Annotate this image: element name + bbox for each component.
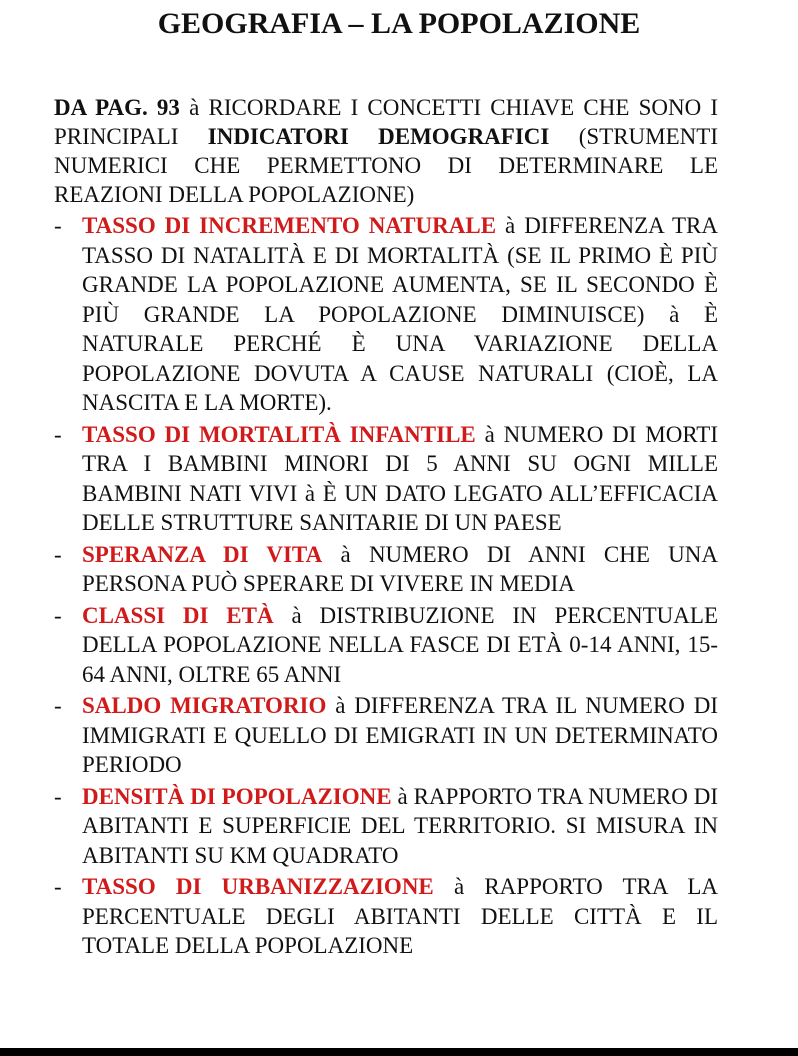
indicator-definition: DIFFERENZA TRA TASSO DI NATALITÀ E DI MORTALITÀ (SE IL PRIMO È PIÙ GRANDE LA POPOLAZIONE AUMENTA, SE IL SECONDO È PIÙ GRANDE LA POPOLAZIONE DIMINUISCE) bbox=[82, 213, 719, 327]
page-title: GEOGRAFIA – LA POPOLAZIONE bbox=[157, 7, 641, 40]
list-item bbox=[54, 420, 718, 538]
arrow-glyph: à bbox=[340, 541, 351, 567]
list-dash: - bbox=[54, 421, 62, 447]
list-dash: - bbox=[54, 541, 62, 567]
list-dash: - bbox=[54, 693, 62, 718]
arrow-glyph: à bbox=[453, 874, 465, 899]
indicator-term: TASSO DI URBANIZZAZIONE bbox=[82, 874, 434, 899]
list-item bbox=[54, 211, 718, 418]
intro-text-continued: (STRUMENTI NUMERICI CHE PERMETTONO DI DETERMINARE LE REAZIONI DELLA POPOLAZIONE) bbox=[54, 124, 718, 207]
arrow-glyph: à bbox=[335, 693, 346, 718]
intro-text: RICORDARE I CONCETTI CHIAVE CHE SONO I PRINCIPALI bbox=[54, 95, 719, 149]
list-dash: - bbox=[54, 213, 62, 238]
list-item bbox=[54, 601, 718, 690]
arrow-glyph: à bbox=[189, 95, 200, 120]
arrow-glyph: à bbox=[669, 301, 680, 327]
indicator-note: È NATURALE PERCHÉ È UNA VARIAZIONE DELLA POPOLAZIONE DOVUTA A CAUSE NATURALI (CIOÈ, LA NASCITA E LA MORTE). bbox=[82, 301, 719, 415]
list-item bbox=[54, 872, 718, 961]
list-item bbox=[54, 691, 718, 780]
intro-highlight: INDICATORI DEMOGRAFICI bbox=[207, 124, 550, 149]
arrow-glyph: à bbox=[291, 602, 302, 628]
indicator-term: SPERANZA DI VITA bbox=[82, 541, 323, 567]
bottom-bar bbox=[0, 1048, 798, 1056]
indicator-definition: RAPPORTO TRA LA PERCENTUALE DEGLI ABITANTI DELLE CITTÀ E IL TOTALE DELLA POPOLAZIONE bbox=[82, 874, 719, 958]
indicator-definition: DIFFERENZA TRA IL NUMERO DI IMMIGRATI E QUELLO DI EMIGRATI IN UN DETERMINATO PERIODO bbox=[82, 693, 718, 777]
indicator-definition: RAPPORTO TRA NUMERO DI ABITANTI E SUPERFICIE DEL TERRITORIO. SI MISURA IN ABITANTI SU KM QUADRATO bbox=[82, 783, 719, 868]
indicator-term: DENSITÀ DI POPOLAZIONE bbox=[82, 783, 392, 809]
list-dash: - bbox=[54, 783, 62, 809]
indicator-list bbox=[54, 211, 718, 961]
indicator-definition: NUMERO DI MORTI TRA I BAMBINI MINORI DI 5 ANNI SU OGNI MILLE BAMBINI NATI VIVI bbox=[82, 421, 719, 506]
intro-paragraph bbox=[54, 93, 718, 209]
list-item bbox=[54, 782, 718, 871]
arrow-glyph: à bbox=[484, 421, 495, 447]
intro-lead: DA PAG. 93 bbox=[54, 95, 180, 120]
indicator-definition: NUMERO DI ANNI CHE UNA PERSONA PUÒ SPERARE DI VIVERE IN MEDIA bbox=[82, 541, 718, 596]
indicator-definition: DISTRIBUZIONE IN PERCENTUALE DELLA POPOLAZIONE NELLA FASCE DI ETÀ 0-14 ANNI, 15-64 ANNI, OLTRE 65 ANNI bbox=[82, 602, 718, 687]
list-dash: - bbox=[54, 602, 62, 628]
list-dash: - bbox=[54, 874, 62, 899]
arrow-glyph: à bbox=[505, 213, 516, 238]
indicator-note: È UN DATO LEGATO ALL’EFFICACIA DELLE STRUTTURE SANITARIE DI UN PAESE bbox=[82, 480, 719, 535]
arrow-glyph: à bbox=[397, 783, 408, 809]
indicator-term: CLASSI DI ETÀ bbox=[82, 602, 274, 628]
arrow-glyph: à bbox=[304, 480, 316, 506]
indicator-term: TASSO DI MORTALITÀ INFANTILE bbox=[82, 421, 476, 447]
indicator-term: TASSO DI INCREMENTO NATURALE bbox=[82, 213, 497, 238]
list-item bbox=[54, 540, 718, 599]
indicator-term: SALDO MIGRATORIO bbox=[82, 693, 327, 718]
